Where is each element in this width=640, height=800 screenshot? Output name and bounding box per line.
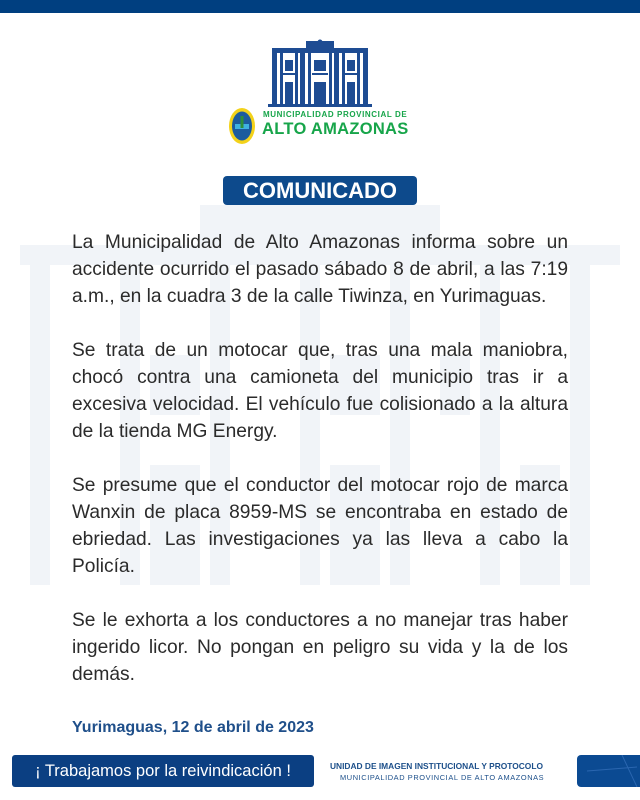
- communique-body: [72, 229, 568, 715]
- logo-title: ALTO AMAZONAS: [262, 120, 409, 138]
- logo-subtitle: MUNICIPALIDAD PROVINCIAL DE: [263, 110, 408, 119]
- footer-slogan: ¡ Trabajamos por la reivindicación !: [12, 755, 314, 787]
- paragraph-3: Se presume que el conductor del motocar rojo de marca Wanxin de placa 8959-MS se encontraba en estado de ebriedad. Las investigaciones ya las lleva a cabo la Policía.: [72, 475, 568, 577]
- paragraph-2: Se trata de un motocar que, tras una mala maniobra, chocó contra una camioneta del municipio tras ir a excesiva velocidad. El vehículo fue colisionado a la altura de la tienda MG Energy.: [72, 340, 568, 442]
- paragraph-4: Se le exhorta a los conductores a no manejar tras haber ingerido licor. No pongan en peligro su vida y la de los demás.: [72, 610, 568, 685]
- footer-decoration: [577, 755, 640, 787]
- decorative-lines-icon: [577, 755, 640, 787]
- date-line: Yurimaguas, 12 de abril de 2023: [72, 719, 314, 736]
- paragraph-1: La Municipalidad de Alto Amazonas informa sobre un accidente ocurrido el pasado sábado 8 de abril, a las 7:19 a.m., en la cuadra 3 de la calle Tiwinza, en Yurimaguas.: [72, 232, 568, 307]
- municipal-seal-icon: [229, 108, 255, 144]
- footer-unit-name: UNIDAD DE IMAGEN INSTITUCIONAL Y PROTOCOLO: [330, 761, 543, 771]
- page-title: COMUNICADO: [223, 176, 417, 205]
- top-bar: [0, 0, 640, 13]
- footer-municipality: MUNICIPALIDAD PROVINCIAL DE ALTO AMAZONAS: [340, 773, 545, 782]
